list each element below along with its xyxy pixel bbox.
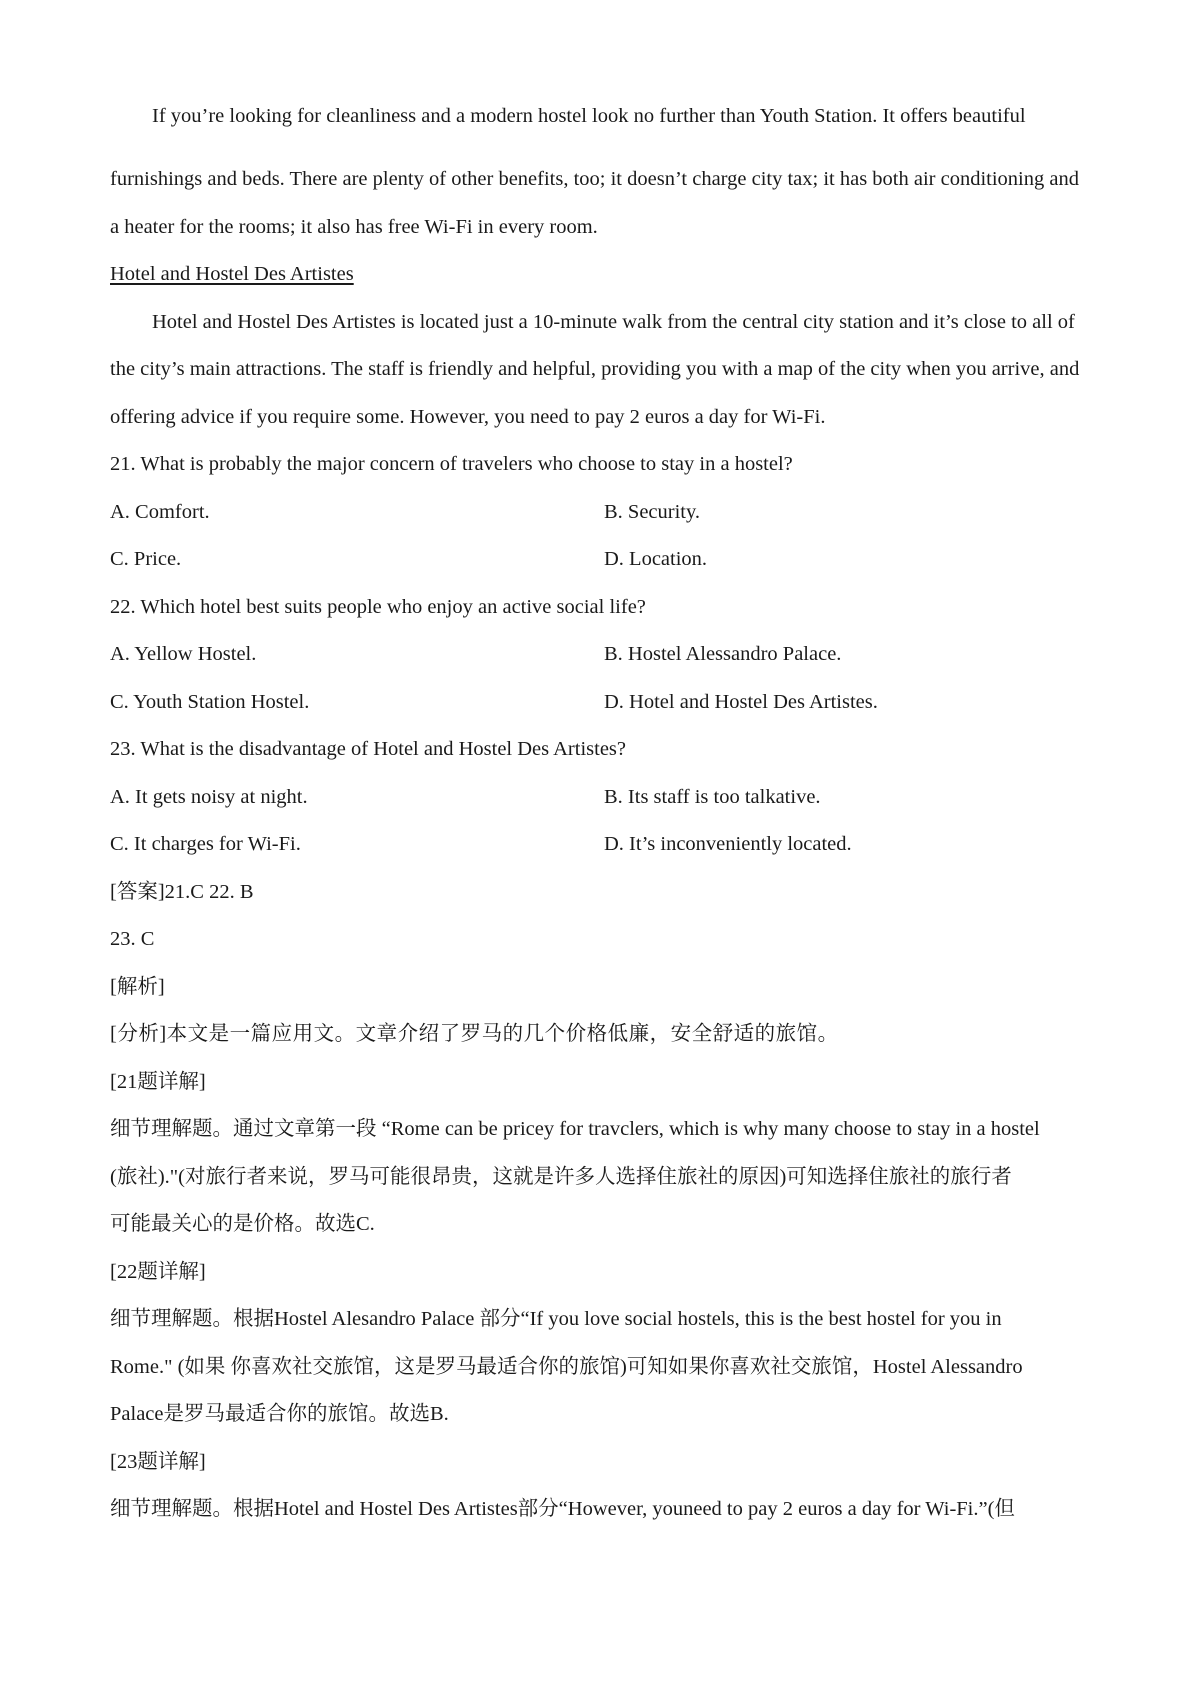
q23-detail-line1: 细节理解题。根据Hotel and Hostel Des Artistes部分“However, youneed to pay 2 euros a day for Wi-Fi.”(但 [110, 1498, 1015, 1520]
question-23-stem: 23. What is the disadvantage of Hotel and Hostel Des Artistes? [110, 738, 626, 760]
passage-para1-line3: a heater for the rooms; it also has free Wi-Fi in every room. [110, 216, 598, 238]
answer-key-line1: [答案]21.C 22. B [110, 881, 254, 903]
passage-para1-line1: If you’re looking for cleanliness and a modern hostel look no further than Youth Station. It offers beautiful [152, 105, 1026, 127]
question-23-option-b: B. Its staff is too talkative. [604, 786, 821, 808]
q21-detail-title: [21题详解] [110, 1071, 206, 1093]
question-21-option-c: C. Price. [110, 548, 182, 570]
question-23-option-d: D. It’s inconveniently located. [604, 833, 852, 855]
passage-para2-line2: the city’s main attractions. The staff is friendly and helpful, providing you with a map of the city when you arrive, and [110, 358, 1080, 380]
question-21-option-a: A. Comfort. [110, 501, 210, 523]
section-heading: Hotel and Hostel Des Artistes [110, 263, 354, 285]
question-22-stem: 22. Which hotel best suits people who enjoy an active social life? [110, 596, 646, 618]
question-23-option-c: C. It charges for Wi-Fi. [110, 833, 301, 855]
passage-para2-line1: Hotel and Hostel Des Artistes is located just a 10-minute walk from the central city station and it’s close to all of [152, 311, 1075, 333]
q22-detail-line2: Rome." (如果 你喜欢社交旅馆，这是罗马最适合你的旅馆)可知如果你喜欢社交旅馆，Hostel Alessandro [110, 1356, 1023, 1378]
question-22-option-a: A. Yellow Hostel. [110, 643, 257, 665]
question-21-option-b: B. Security. [604, 501, 701, 523]
q22-detail-title: [22题详解] [110, 1261, 206, 1283]
analysis-label: [解析] [110, 976, 165, 998]
q21-detail-line1: 细节理解题。通过文章第一段 “Rome can be pricey for travclers, which is why many choose to stay in a hostel [110, 1118, 1040, 1140]
q21-detail-line3: 可能最关心的是价格。故选C. [110, 1213, 375, 1235]
q22-detail-line1: 细节理解题。根据Hostel Alesandro Palace 部分“If you love social hostels, this is the best hostel for you in [110, 1308, 1002, 1330]
question-22-option-c: C. Youth Station Hostel. [110, 691, 310, 713]
q23-detail-title: [23题详解] [110, 1451, 206, 1473]
question-21-option-d: D. Location. [604, 548, 708, 570]
q22-detail-line3: Palace是罗马最适合你的旅馆。故选B. [110, 1403, 449, 1425]
answer-key-line2: 23. C [110, 928, 155, 950]
passage-para2-line3: offering advice if you require some. However, you need to pay 2 euros a day for Wi-Fi. [110, 406, 826, 428]
question-21-stem: 21. What is probably the major concern of travelers who choose to stay in a hostel? [110, 453, 793, 475]
question-22-option-d: D. Hotel and Hostel Des Artistes. [604, 691, 878, 713]
question-22-option-b: B. Hostel Alessandro Palace. [604, 643, 842, 665]
q21-detail-line2: (旅社)."(对旅行者来说，罗马可能很昂贵，这就是许多人选择住旅社的原因)可知选择住旅社的旅行者 [110, 1166, 1012, 1188]
passage-para1-line2: furnishings and beds. There are plenty of other benefits, too; it doesn’t charge city tax; it has both air conditioning and [110, 168, 1079, 190]
question-23-option-a: A. It gets noisy at night. [110, 786, 308, 808]
analysis-overview: [分析]本文是一篇应用文。文章介绍了罗马的几个价格低廉，安全舒适的旅馆。 [110, 1023, 839, 1045]
